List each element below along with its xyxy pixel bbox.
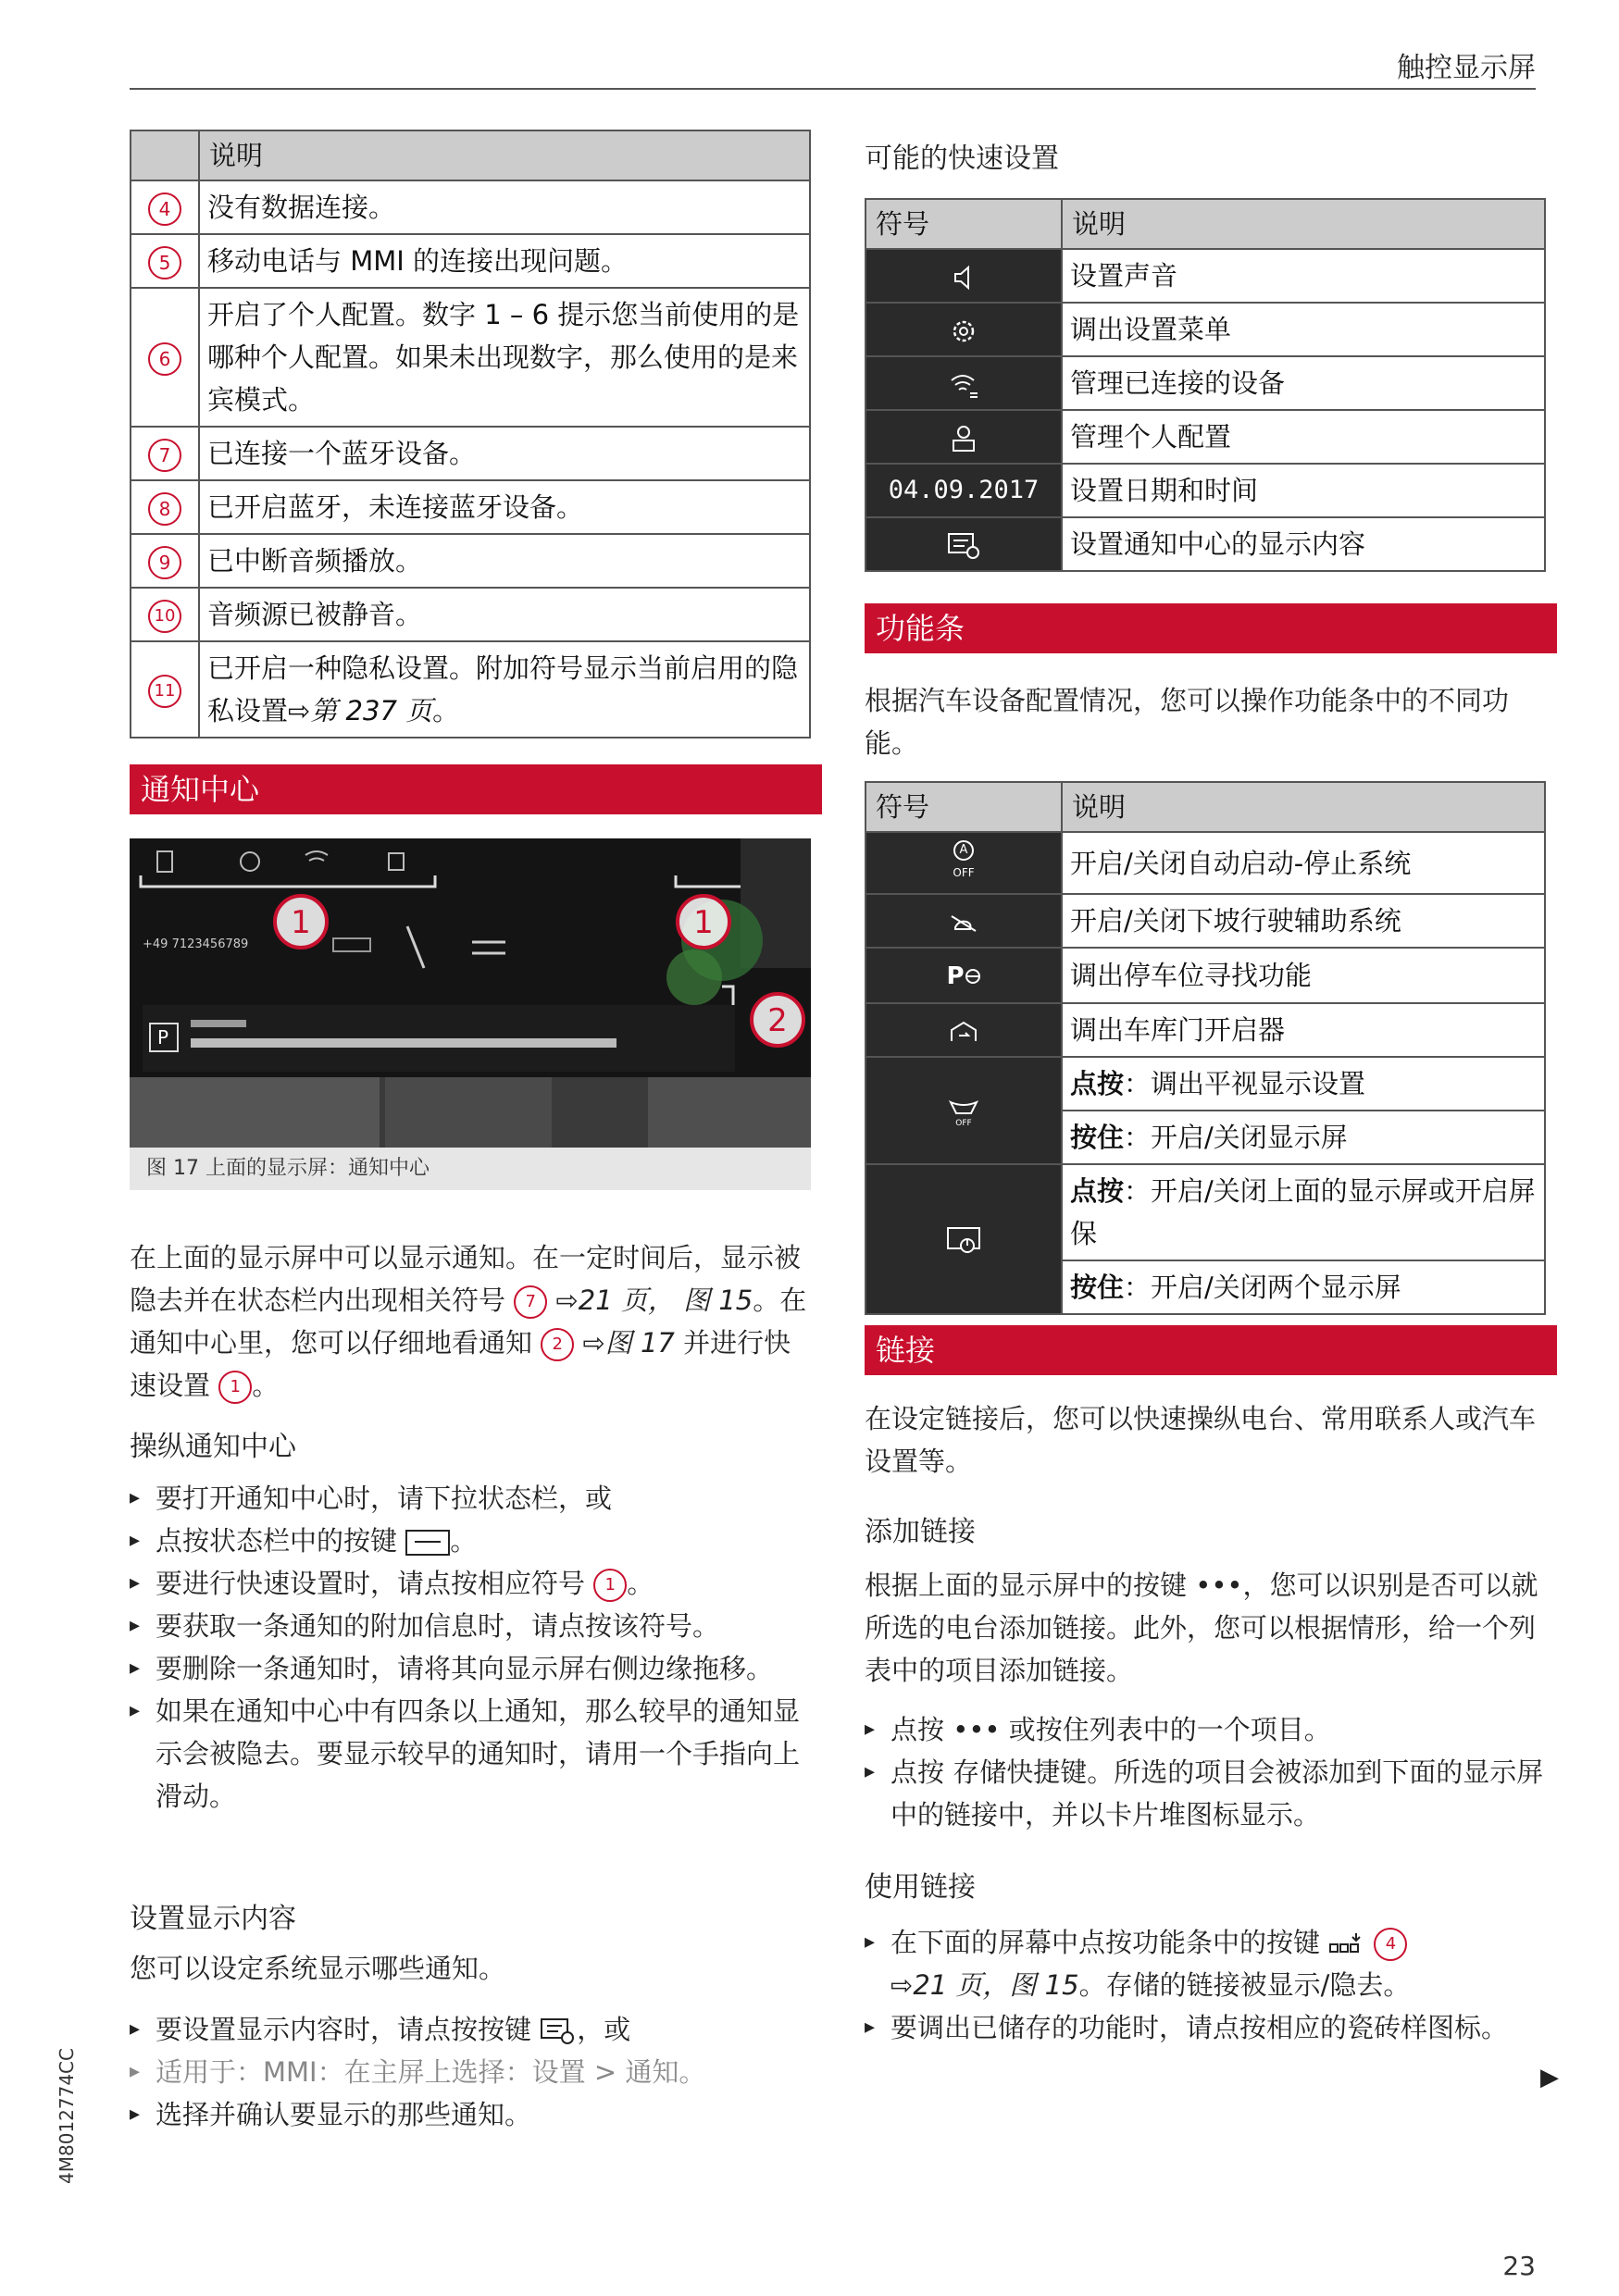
header-rule	[130, 88, 1536, 90]
figure-ref-link[interactable]: 图 15	[683, 1285, 753, 1316]
wifi-device-icon	[948, 371, 979, 399]
notification-intro-paragraph: 在上面的显示屏中可以显示通知。在一定时间后，显示被隐去并在状态栏内出现相关符号 7 ⇨21 页， 图 15。在通知中心里，您可以仔细地看通知 2 ⇨图 17 并进行快速设置 1 。	[130, 1236, 811, 1407]
table-row	[866, 356, 1545, 410]
date-symbol: 04.09.2017	[866, 464, 1062, 517]
function-bar-paragraph: 根据汽车设备配置情况，您可以操作功能条中的不同功能。	[865, 685, 1510, 759]
card-stack-icon	[1328, 1931, 1365, 1957]
list-item: ▸ 适用于：MMI：在主屏上选择：设置 > 通知。	[130, 2051, 811, 2093]
table-row	[131, 288, 810, 427]
table-row	[866, 464, 1545, 517]
status-table-header: 说明	[199, 130, 810, 180]
setting-text: 设置声音	[1062, 249, 1545, 303]
function-text: 按住：开启/关闭两个显示屏	[1062, 1260, 1545, 1314]
display-off-icon	[945, 1225, 982, 1257]
notification-settings-icon	[540, 2017, 577, 2045]
page-number: 23	[1502, 2251, 1536, 2281]
function-text: 调出车库门开启器	[1062, 1003, 1545, 1057]
page-ref-link[interactable]: 21 页，	[578, 1285, 675, 1316]
section-title-links: 链接	[865, 1325, 1557, 1375]
table-row	[866, 948, 1545, 1003]
status-text: 移动电话与 MMI 的连接出现问题。	[199, 234, 810, 288]
function-bar-table	[865, 781, 1546, 1315]
function-text: 点按：开启/关闭上面的显示屏或开启屏保	[1062, 1164, 1545, 1260]
table-row	[131, 588, 810, 641]
status-text: 音频源已被静音。	[199, 588, 810, 641]
list-item: ▸ 在下面的屏幕中点按功能条中的按键 4 ⇨21 页，图 15。存储的链接被显示/隐去。	[865, 1921, 1546, 2006]
function-text: 开启/关闭下坡行驶辅助系统	[1062, 894, 1545, 948]
quick-settings-table	[865, 198, 1546, 572]
setting-text: 调出设置菜单	[1062, 303, 1545, 356]
links-intro-paragraph: 在设定链接后，您可以快速操纵电台、常用联系人或汽车设置等。	[865, 1403, 1537, 1477]
display-content-list	[130, 2008, 811, 2136]
subheading-display-content: 设置显示内容	[130, 1903, 296, 1935]
table-row	[866, 894, 1545, 948]
status-text: 已连接一个蓝牙设备。	[199, 427, 810, 480]
operate-notification-list	[130, 1477, 811, 1818]
setting-text: 设置通知中心的显示内容	[1062, 517, 1545, 571]
list-item: ▸ 要调出已储存的功能时，请点按相应的瓷砖样图标。	[865, 2006, 1546, 2049]
callout-number: 1	[593, 1569, 627, 1602]
setting-text: 设置日期和时间	[1062, 464, 1545, 517]
svg-text:+49 7123456789: +49 7123456789	[143, 937, 249, 951]
callout-number: 9	[148, 546, 181, 579]
figure-ref-link[interactable]: 图 17	[604, 1327, 675, 1359]
callout-1-right: 1	[693, 904, 714, 941]
add-link-paragraph: 根据上面的显示屏中的按键 •••，您可以识别是否可以就所选的电台添加链接。此外，您可以根据情形，给一个列表中的项目添加链接。	[865, 1570, 1538, 1686]
status-text: 开启了个人配置。数字 1 – 6 提示您当前使用的是哪种个人配置。如果未出现数字，那么使用的是来宾模式。	[199, 288, 810, 427]
speaker-icon	[950, 264, 978, 292]
head-up-display-icon	[947, 1097, 980, 1128]
status-table	[130, 130, 811, 738]
svg-text:OFF: OFF	[955, 1119, 972, 1128]
callout-number: 4	[148, 192, 181, 226]
svg-text:P: P	[157, 1026, 169, 1049]
figure-caption: 图 17 上面的显示屏：通知中心	[130, 1148, 811, 1190]
function-text: 点按：调出平视显示设置	[1062, 1057, 1545, 1111]
running-header: 触控显示屏	[1397, 52, 1536, 84]
function-text: 开启/关闭自动启动-停止系统	[1062, 832, 1545, 894]
status-text: 已中断音频播放。	[199, 534, 810, 588]
callout-number: 7	[514, 1285, 547, 1319]
document-code: 4M8012774CC	[56, 2048, 78, 2184]
subheading-operate-notification-center: 操纵通知中心	[130, 1431, 296, 1463]
page-ref-arrow-icon: ⇨	[890, 1969, 914, 2001]
list-item: ▸ 要打开通知中心时，请下拉状态栏，或	[130, 1477, 811, 1520]
table-header-symbol: 符号	[866, 782, 1062, 832]
auto-start-stop-off-icon: A OFF	[866, 832, 1062, 894]
section-title-notification-center: 通知中心	[130, 764, 822, 814]
table-row	[131, 180, 810, 234]
notification-center-figure	[130, 838, 811, 1186]
page-ref-arrow-icon: ⇨	[288, 695, 311, 726]
callout-2: 2	[767, 1002, 788, 1039]
callout-number: 6	[148, 342, 181, 376]
callout-number: 5	[148, 246, 181, 279]
table-row	[866, 832, 1545, 894]
status-text: 已开启蓝牙，未连接蓝牙设备。	[199, 480, 810, 534]
callout-number: 2	[541, 1328, 574, 1361]
subheading-use-link: 使用链接	[865, 1871, 976, 1904]
page-ref-arrow-icon: ⇨	[582, 1327, 605, 1359]
table-row	[866, 303, 1545, 356]
list-item: ▸ 点按 存储快捷键。所选的项目会被添加到下面的显示屏中的链接中，并以卡片堆图标显示。	[865, 1751, 1546, 1836]
list-item: ▸ 要设置显示内容时，请点按按键 ，或	[130, 2008, 811, 2051]
callout-number: 7	[148, 439, 181, 472]
table-row	[866, 517, 1545, 571]
table-row	[131, 234, 810, 288]
function-text: 调出停车位寻找功能	[1062, 948, 1545, 1003]
table-row	[866, 1057, 1545, 1111]
table-header-description: 说明	[1062, 782, 1545, 832]
status-text: 没有数据连接。	[199, 180, 810, 234]
list-item: ▸ 点按 ••• 或按住列表中的一个项目。	[865, 1708, 1546, 1751]
person-icon	[950, 424, 978, 453]
section-title-function-bar: 功能条	[865, 603, 1557, 653]
table-header-description: 说明	[1062, 199, 1545, 249]
display-content-paragraph: 您可以设定系统显示哪些通知。	[130, 1953, 506, 1984]
page-ref-link[interactable]: 第 237 页	[310, 695, 433, 726]
page-ref-arrow-icon: ⇨	[555, 1285, 579, 1316]
notification-settings-icon	[946, 531, 981, 561]
status-text: 已开启一种隐私设置。附加符号显示当前启用的隐私设置⇨第 237 页。	[199, 641, 810, 738]
table-row	[866, 410, 1545, 464]
hill-descent-icon	[948, 909, 979, 937]
table-row	[131, 534, 810, 588]
list-item: ▸ 要删除一条通知时，请将其向显示屏右侧边缘拖移。	[130, 1647, 811, 1690]
function-text: 按住：开启/关闭显示屏	[1062, 1111, 1545, 1164]
table-header-symbol: 符号	[866, 199, 1062, 249]
list-item: ▸ 选择并确认要显示的那些通知。	[130, 2093, 811, 2136]
table-row	[866, 1003, 1545, 1057]
callout-number: 10	[148, 600, 181, 633]
subheading-add-link: 添加链接	[865, 1516, 976, 1548]
table-row	[131, 641, 810, 738]
garage-door-icon	[948, 1019, 979, 1045]
quick-settings-title: 可能的快速设置	[865, 143, 1059, 175]
use-link-list	[865, 1921, 1546, 2049]
table-row	[866, 249, 1545, 303]
gear-icon	[949, 316, 978, 346]
notification-key-icon	[405, 1530, 450, 1556]
table-row	[131, 480, 810, 534]
page-ref-link[interactable]: 21 页，图 15	[913, 1969, 1079, 2001]
callout-number: 8	[148, 492, 181, 526]
table-row	[866, 1164, 1545, 1260]
setting-text: 管理个人配置	[1062, 410, 1545, 464]
list-item: ▸ 如果在通知中心中有四条以上通知，那么较早的通知显示会被隐去。要显示较早的通知时，请用一个手指向上滑动。	[130, 1690, 811, 1818]
screen-illustration	[130, 838, 811, 1148]
setting-text: 管理已连接的设备	[1062, 356, 1545, 410]
list-item: ▸ 要进行快速设置时，请点按相应符号 1 。	[130, 1562, 811, 1605]
callout-number: 11	[148, 675, 181, 708]
next-page-arrow-icon: ▶	[1540, 2064, 1559, 2091]
list-item: ▸ 要获取一条通知的附加信息时，请点按该符号。	[130, 1605, 811, 1647]
list-item: ▸ 点按状态栏中的按键 。	[130, 1520, 811, 1562]
table-row	[131, 427, 810, 480]
callout-number: 1	[218, 1371, 252, 1404]
callout-1-left: 1	[291, 904, 311, 941]
parking-search-icon: P	[866, 948, 1062, 1003]
add-link-list	[865, 1708, 1546, 1836]
callout-number: 4	[1374, 1928, 1407, 1961]
